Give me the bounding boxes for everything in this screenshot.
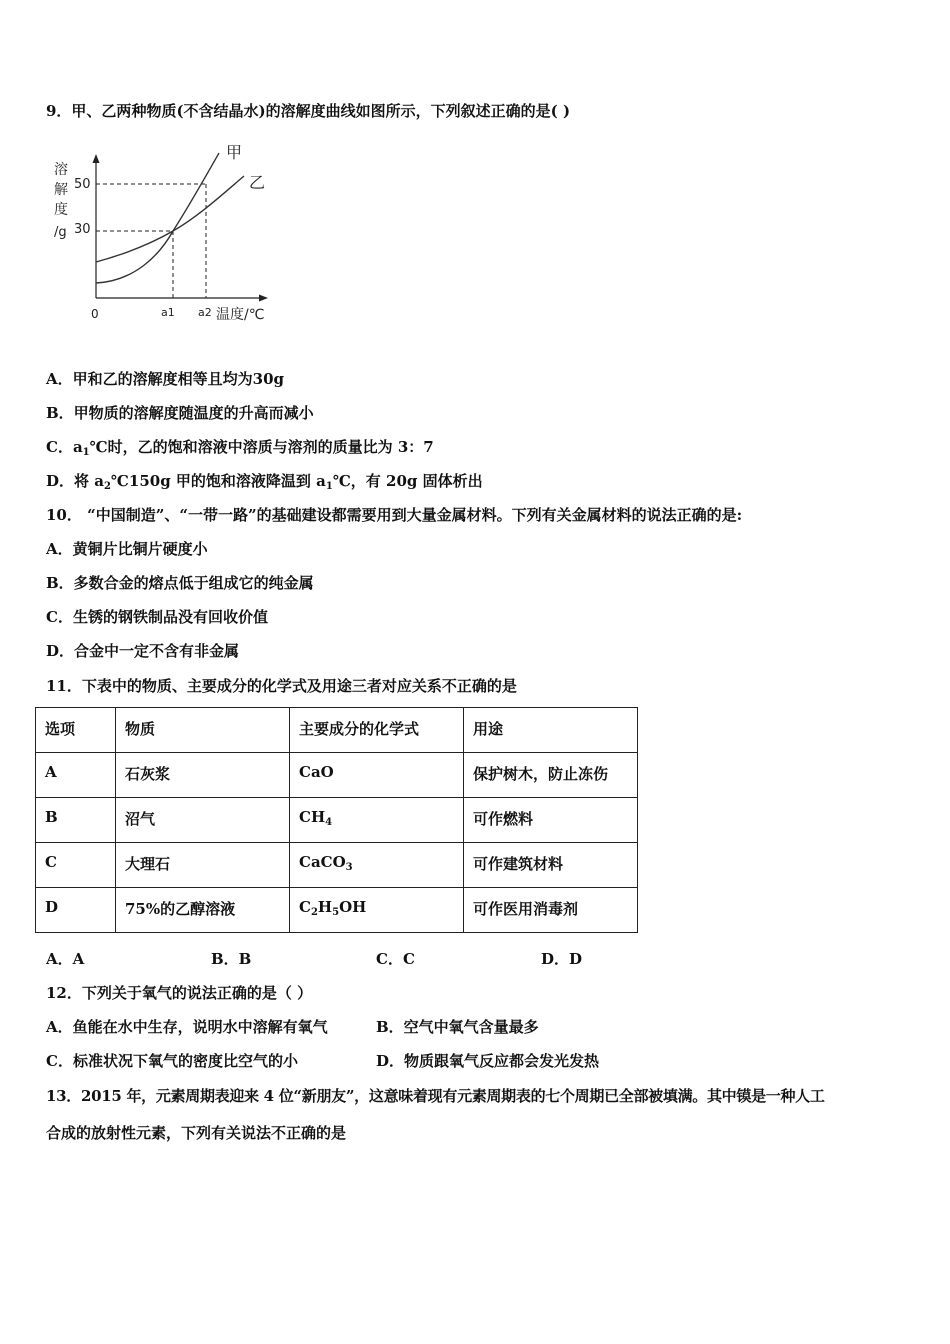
y-tick-50: 50	[74, 177, 91, 192]
curve-yi	[96, 176, 244, 262]
curve-jia	[96, 153, 219, 283]
y-label-3: 度	[54, 202, 68, 218]
cell-use: 可作建筑材料	[464, 843, 638, 888]
q10-option-d: D．合金中一定不含有非金属	[46, 642, 240, 660]
cell-use: 保护树木，防止冻伤	[464, 753, 638, 798]
q11-choice-a: A．A	[46, 950, 85, 968]
header-cell: 物质	[116, 708, 290, 753]
cell-use: 可作医用消毒剂	[464, 888, 638, 933]
header-cell: 用途	[464, 708, 638, 753]
cell-substance: 沼气	[116, 798, 290, 843]
q12-stem: 12．下列关于氧气的说法正确的是（ ）	[46, 984, 313, 1002]
q10-option-c: C．生锈的钢铁制品没有回收价值	[46, 608, 268, 626]
q11-choice-d: D．D	[541, 950, 583, 968]
q9-stem: 9．甲、乙两种物质(不含结晶水)的溶解度曲线如图所示，下列叙述正确的是( )	[46, 102, 571, 120]
q12-option-a: A．鱼能在水中生存，说明水中溶解有氧气	[46, 1018, 328, 1036]
y-label-1: 溶	[54, 162, 68, 178]
y-tick-30: 30	[74, 222, 91, 237]
cell-option: C	[36, 843, 116, 888]
table-row	[36, 888, 638, 933]
cell-formula: CaCO$_3$	[290, 843, 464, 888]
q10-option-b: B．多数合金的熔点低于组成它的纯金属	[46, 574, 314, 592]
label-yi: 乙	[249, 173, 266, 192]
q13-stem-line2: 合成的放射性元素，下列有关说法不正确的是	[46, 1124, 347, 1142]
table-header-row	[36, 708, 638, 753]
cell-formula: $C_2H_5OH$	[290, 888, 464, 933]
q10-stem: 10． “中国制造”、“一带一路”的基础建设都需要用到大量金属材料。下列有关金属材料的说法正确的是:	[46, 506, 743, 524]
cell-formula: $CH_4$	[290, 798, 464, 843]
x-axis-arrow	[259, 295, 268, 302]
q9-option-c: C．$a_1℃$时，乙的饱和溶液中溶质与溶剂的质量比为 3：7	[46, 438, 434, 458]
q9-option-b: B．甲物质的溶解度随温度的升高而减小	[46, 404, 314, 422]
x-label: 温度/℃	[216, 307, 265, 323]
q11-table	[35, 707, 638, 933]
x-tick-a1: a1	[161, 306, 175, 319]
header-cell: 选项	[36, 708, 116, 753]
q11-choice-c: C．C	[376, 950, 415, 968]
x-tick-a2: a2	[198, 306, 212, 319]
y-axis-arrow	[93, 154, 100, 163]
table-row	[36, 753, 638, 798]
cell-option: A	[36, 753, 116, 798]
q10-option-a: A．黄铜片比铜片硬度小	[46, 540, 208, 558]
q13-stem-line1: 13．2015 年，元素周期表迎来 4 位“新朋友”，这意味着现有元素周期表的七个周期已全部被填满。其中镆是一种人工	[46, 1087, 825, 1105]
y-label-2: 解	[54, 182, 68, 198]
q12-option-b: B．空气中氧气含量最多	[376, 1018, 539, 1036]
solubility-graph	[44, 138, 284, 328]
cell-substance: 75%的乙醇溶液	[116, 888, 290, 933]
q11-stem: 11．下表中的物质、主要成分的化学式及用途三者对应关系不正确的是	[46, 677, 517, 695]
header-cell: 主要成分的化学式	[290, 708, 464, 753]
cell-option: B	[36, 798, 116, 843]
cell-substance: 石灰浆	[116, 753, 290, 798]
q11-choice-b: B．B	[211, 950, 252, 968]
q12-option-d: D．物质跟氧气反应都会发光发热	[376, 1052, 600, 1070]
cell-option: D	[36, 888, 116, 933]
q9-option-a: A．甲和乙的溶解度相等且均为30g	[46, 370, 285, 388]
y-label-4: /g	[54, 225, 67, 240]
table-row	[36, 798, 638, 843]
cell-formula: CaO	[290, 753, 464, 798]
q12-option-c: C．标准状况下氧气的密度比空气的小	[46, 1052, 298, 1070]
q9-option-d: D．将 $a_2℃150g$ 甲的饱和溶液降温到 $a_1℃$，有 20g 固体析出	[46, 472, 483, 492]
label-jia: 甲	[226, 143, 243, 162]
table-row	[36, 843, 638, 888]
x-tick-0: 0	[91, 307, 99, 321]
cell-use: 可作燃料	[464, 798, 638, 843]
cell-substance: 大理石	[116, 843, 290, 888]
